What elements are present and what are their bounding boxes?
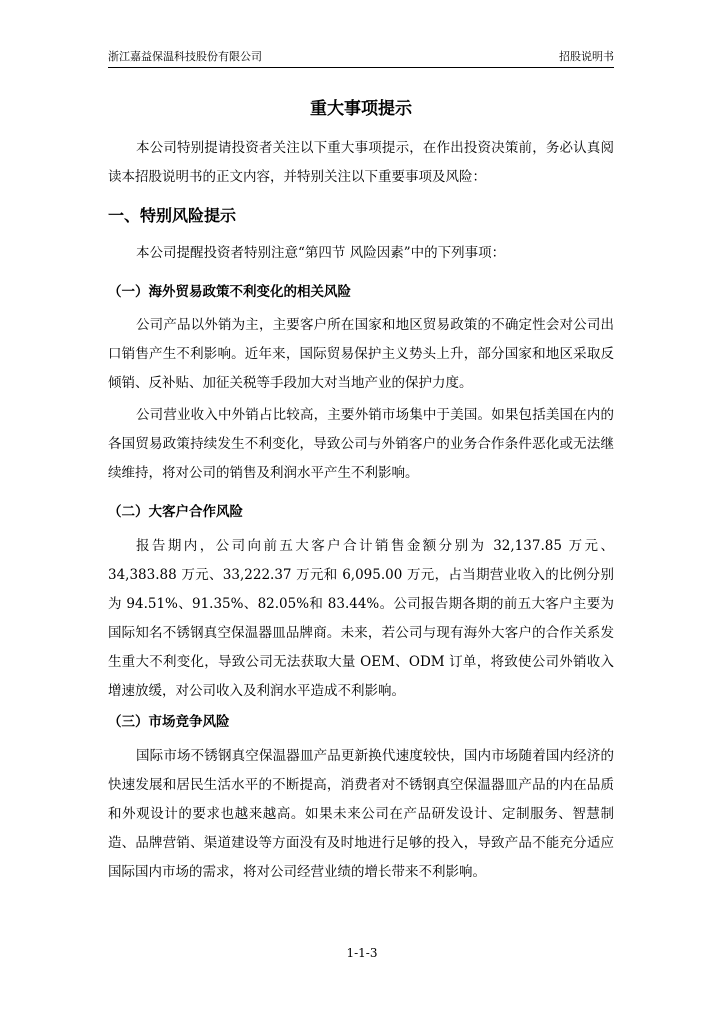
header-company-name: 浙江嘉益保温科技股份有限公司 [108,50,262,63]
page-title: 重大事项提示 [310,99,412,119]
subsection-heading-major-customer: （二）大客户合作风险 [108,504,243,520]
intro-paragraph: 本公司特别提请投资者关注以下重大事项提示，在作出投资决策前，务必认真阅读本招股说明书的正文内容，并特别关注以下重要事项及风险： [108,140,614,185]
trade-policy-paragraph-2: 公司营业收入中外销占比较高，主要外销市场集中于美国。如果包括美国在内的各国贸易政策持续发生不利变化，导致公司与外销客户的业务合作条件恶化或无法继续维持，将对公司的销售及利润水平产生不利影响。 [108,407,614,481]
section-heading-special-risks: 一、特别风险提示 [108,206,237,225]
subsection-heading-trade-policy: （一）海外贸易政策不利变化的相关风险 [108,284,351,300]
trade-policy-paragraph-1: 公司产品以外销为主，主要客户所在国家和地区贸易政策的不确定性会对公司出口销售产生不利影响。近年来，国际贸易保护主义势头上升，部分国家和地区采取反倾销、反补贴、加征关税等手段加大对当地产业的保护力度。 [108,317,614,391]
market-competition-paragraph: 国际市场不锈钢真空保温器皿产品更新换代速度较快，国内市场随着国内经济的快速发展和居民生活水平的不断提高，消费者对不锈钢真空保温器皿产品的内在品质和外观设计的要求也越来越高。如果未来公司在产品研发设计、定制服务、智慧制造、品牌营销、渠道建设等方面没有及时地进行足够的投入，导致产品不能充分适应国际国内市场的需求，将对公司经营业绩的增长带来不利影响。 [108,748,614,880]
header-document-type: 招股说明书 [559,50,614,63]
page-number: 1-1-3 [346,946,378,960]
subsection-heading-market-competition: （三）市场竞争风险 [108,714,230,730]
section-lead-paragraph: 本公司提醒投资者特别注意“第四节 风险因素”中的下列事项： [136,245,506,261]
page-header [108,49,614,68]
major-customer-paragraph: 报告期内，公司向前五大客户合计销售金额分别为 32,137.85 万元、34,383.88 万元、33,222.37 万元和 6,095.00 万元，占当期营业收入的比例分别为 94.51%、91.35%、82.05%和 83.44%。公司报告期各期的前五大客户主要为国际知名不锈钢真空保温器皿品牌商。未来，若公司与现有海外大客户的合作关系发生重大不利变化，导致公司无法获取大量 OEM、ODM 订单，将致使公司外销收入增速放缓，对公司收入及利润水平造成不利影响。 [108,538,614,699]
